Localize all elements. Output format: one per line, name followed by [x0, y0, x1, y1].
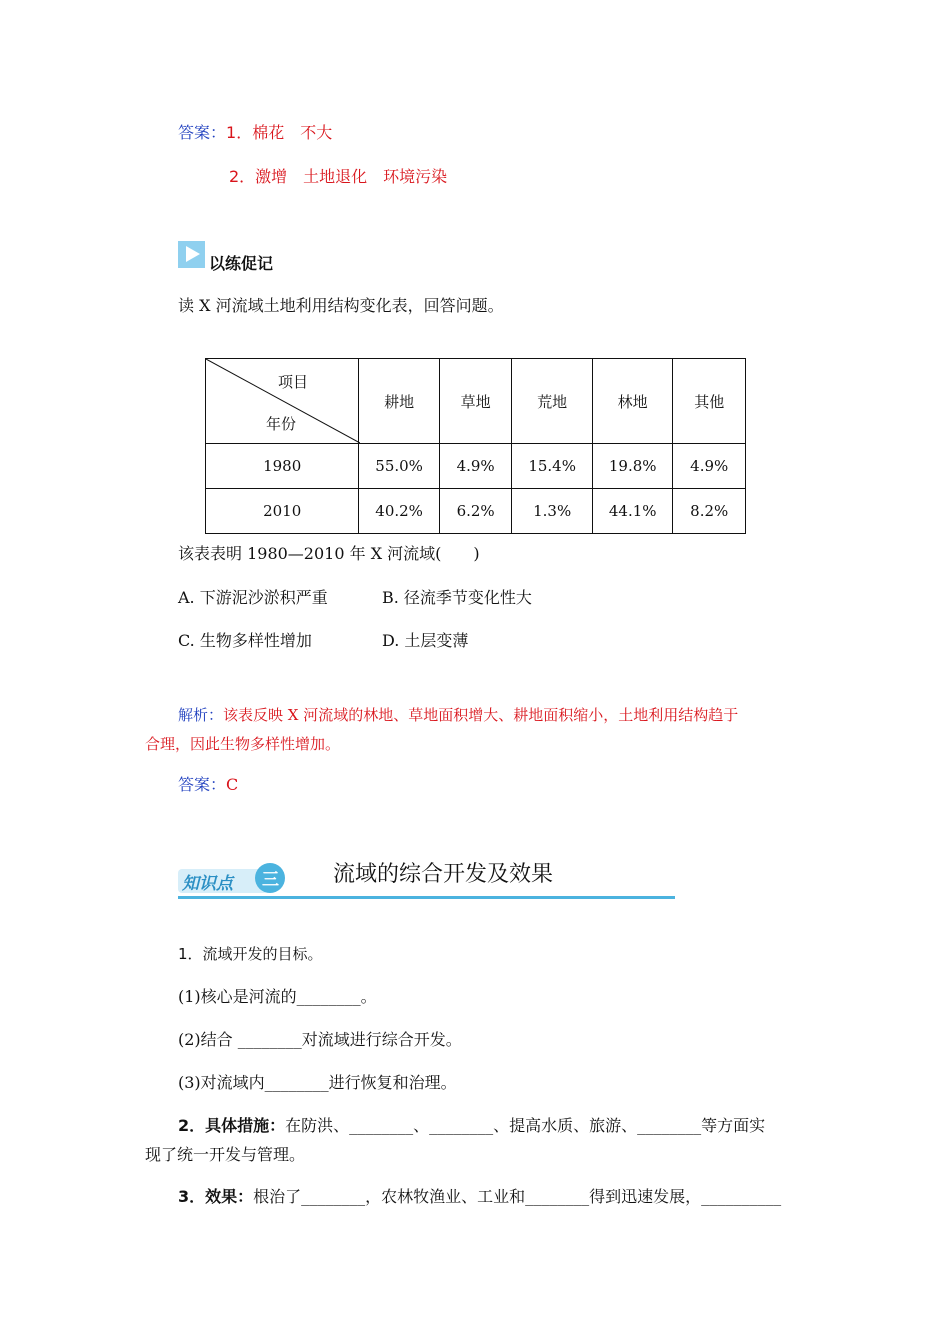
option-c: C. 生物多样性增加 [178, 631, 312, 650]
table-cell: 40.2% [359, 489, 440, 534]
table-cell: 6.2% [439, 489, 512, 534]
practice-answer [178, 774, 238, 796]
land-use-table [205, 358, 746, 534]
play-icon [178, 241, 205, 268]
question-text: 该表表明 1980—2010 年 X 河流域( ) [178, 544, 480, 563]
analysis-text-1: 该表反映 X 河流域的林地、草地面积增大、耕地面积缩小，土地利用结构趋于 [223, 706, 739, 724]
practice-answer-value: C [226, 775, 239, 794]
option-d: D. 土层变薄 [382, 631, 469, 650]
item-1-3: (3)对流域内________进行恢复和治理。 [178, 1073, 457, 1092]
badge-number: 三 [262, 870, 279, 890]
column-header: 其他 [673, 359, 746, 444]
column-header: 耕地 [359, 359, 440, 444]
table-cell: 55.0% [359, 444, 440, 489]
item-2-text: 在防洪、________、________、提高水质、旅游、________等方面实 [285, 1116, 766, 1135]
table-cell: 8.2% [673, 489, 746, 534]
item-2-label: 2．具体措施： [178, 1116, 286, 1135]
analysis-line-1 [178, 704, 738, 726]
practice-answer-label: 答案： [178, 775, 227, 794]
corner-bottom-label: 年份 [266, 415, 297, 433]
column-header: 林地 [592, 359, 673, 444]
item-2-cont: 现了统一开发与管理。 [145, 1145, 306, 1164]
item-1-1: (1)核心是河流的________。 [178, 987, 377, 1006]
table-cell: 19.8% [592, 444, 673, 489]
table-header-row [206, 359, 746, 444]
table-cell: 1.3% [512, 489, 593, 534]
table-corner-cell [206, 359, 359, 444]
badge-text-part: 知识点 [182, 874, 233, 894]
answer-line-1: 1．棉花 不大 [226, 123, 333, 142]
practice-heading: 以练促记 [209, 254, 274, 273]
table-cell: 4.9% [673, 444, 746, 489]
practice-intro: 读 X 河流域土地利用结构变化表，回答问题。 [178, 296, 504, 315]
table-cell: 4.9% [439, 444, 512, 489]
analysis-label: 解析： [178, 706, 224, 724]
answer-label: 答案： [178, 123, 227, 142]
option-b: B. 径流季节变化性大 [382, 588, 532, 607]
option-a: A. 下游泥沙淤积严重 [178, 588, 328, 607]
table-row [206, 489, 746, 534]
answer-line-2: 2．激增 土地退化 环境污染 [229, 167, 448, 186]
answer-block-1 [178, 122, 332, 144]
knowledge-point-badge [178, 861, 286, 895]
item-1-2: (2)结合 ________对流域进行综合开发。 [178, 1030, 462, 1049]
item-3 [178, 1186, 781, 1208]
knowledge-point-title: 流域的综合开发及效果 [333, 862, 554, 887]
row-year: 2010 [206, 489, 359, 534]
column-header: 草地 [439, 359, 512, 444]
row-year: 1980 [206, 444, 359, 489]
table-row [206, 444, 746, 489]
item-2 [178, 1115, 765, 1137]
analysis-text-2: 合理，因此生物多样性增加。 [145, 735, 341, 753]
knowledge-point-underline [178, 896, 675, 899]
item-3-text: 根治了________，农林牧渔业、工业和________得到迅速发展，__________ [253, 1187, 782, 1206]
table-cell: 44.1% [592, 489, 673, 534]
knowledge-point-badge-graphic [178, 861, 286, 895]
item-3-label: 3．效果： [178, 1187, 254, 1206]
item-1: 1．流域开发的目标。 [178, 945, 323, 963]
column-header: 荒地 [512, 359, 593, 444]
corner-top-label: 项目 [278, 373, 309, 391]
table-cell: 15.4% [512, 444, 593, 489]
